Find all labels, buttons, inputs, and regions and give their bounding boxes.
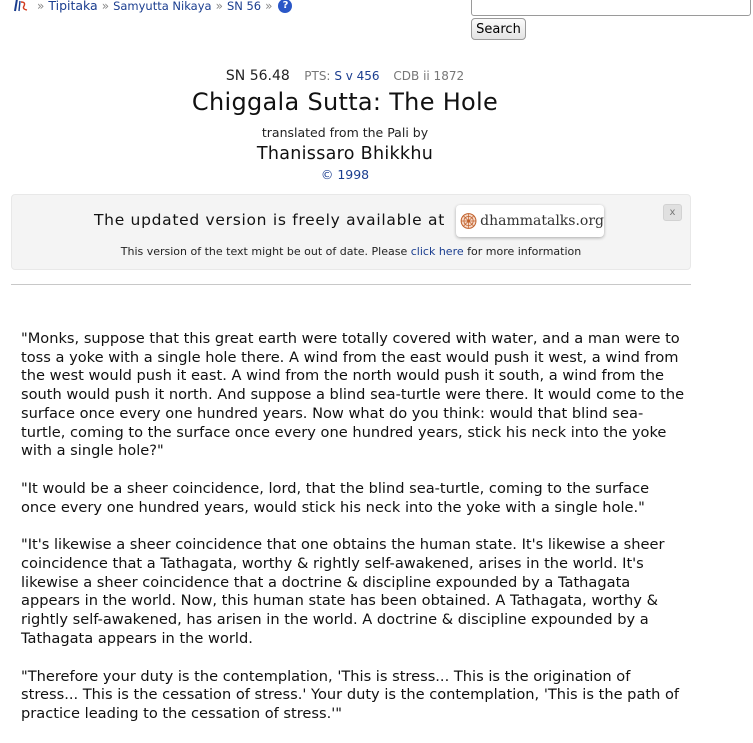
notice-sub-before: This version of the text might be out of date. Please [120, 245, 411, 258]
copyright-link[interactable] [0, 167, 690, 182]
breadcrumb-separator: » [37, 0, 45, 13]
sutta-reference-line [0, 68, 690, 84]
sutta-body [21, 330, 687, 743]
search-button[interactable]: Search [471, 18, 526, 40]
breadcrumb-separator: » [265, 0, 273, 13]
sutta-paragraph: "It's likewise a sheer coincidence that one obtains the human state. It's likewise a sheer coincidence that a Tathagata, worthy & rightly self-awakened, arises in the world. It's likewise a sheer coincidence that a doctrine & discipline expounded by a Tathagata appears in the world. Now, this human state has been obtained. A Tathagata, worthy & rightly self-awakened, has arisen in the world. A doctrine & discipline expounded by a Tathagata appears in the world. [21, 536, 665, 647]
cdb-reference: CDB ii 1872 [393, 69, 465, 83]
breadcrumb-separator: » [215, 0, 223, 13]
translated-from-label: translated from the Pali by [261, 125, 429, 140]
notice-subtext [12, 245, 690, 258]
notice-sub-after: for more information [463, 245, 582, 258]
breadcrumb-sn-56[interactable]: SN 56 [226, 0, 262, 13]
question-circle-icon[interactable]: ? [278, 0, 292, 13]
page-title: Chiggala Sutta: The Hole [191, 88, 499, 116]
copyright-link-text[interactable]: © 1998 [320, 167, 370, 182]
notice-headline: The updated version is freely available at [94, 211, 445, 229]
badge-site-name: dhammatalks.org [480, 213, 604, 229]
site-logo-icon [12, 0, 30, 12]
translator-name: Thanissaro Bhikkhu [256, 144, 434, 164]
breadcrumb [12, 0, 292, 15]
close-notice-button[interactable]: x [663, 204, 682, 221]
sutta-paragraph: "Therefore your duty is the contemplation, 'This is stress... This is the origination of stress... This is the cessation of stress.' Your duty is the contemplation, 'This is the path of practice leading to the cessation of stress.'" [21, 667, 680, 722]
sutta-paragraph: "Monks, suppose that this great earth were totally covered with water, and a man were to toss a yoke with a single hole there. A wind from the east would push it west, a wind from the west would push it east. A wind from the north would push it south, a wind from the south would push it north. And suppose a blind sea-turtle were there. It would come to the surface once every one hundred years. Now what do you think: would that blind sea-turtle, coming to the surface once every one hundred years, stick his neck into the yoke with a single hole?" [21, 330, 685, 460]
dhammatalks-badge-link[interactable] [456, 205, 604, 237]
update-notice [11, 194, 691, 270]
click-here-link[interactable]: click here [410, 245, 464, 258]
breadcrumb-tipitaka[interactable]: Tipitaka [48, 0, 98, 13]
breadcrumb-samyutta-nikaya[interactable]: Samyutta Nikaya [113, 0, 212, 13]
search-input[interactable] [471, 0, 751, 16]
breadcrumb-separator: » [101, 0, 110, 13]
sutta-number: SN 56.48 [225, 68, 290, 84]
dhamma-wheel-icon [460, 210, 477, 232]
pts-label: PTS: [304, 69, 331, 83]
site-logo-link[interactable] [12, 0, 33, 15]
pts-reference [304, 69, 383, 83]
divider [11, 284, 691, 285]
sutta-paragraph: "It would be a sheer coincidence, lord, that the blind sea-turtle, coming to the surface once every one hundred years, would stick his neck into the yoke with a single hole." [21, 479, 650, 516]
pts-link[interactable]: S v 456 [334, 69, 380, 83]
